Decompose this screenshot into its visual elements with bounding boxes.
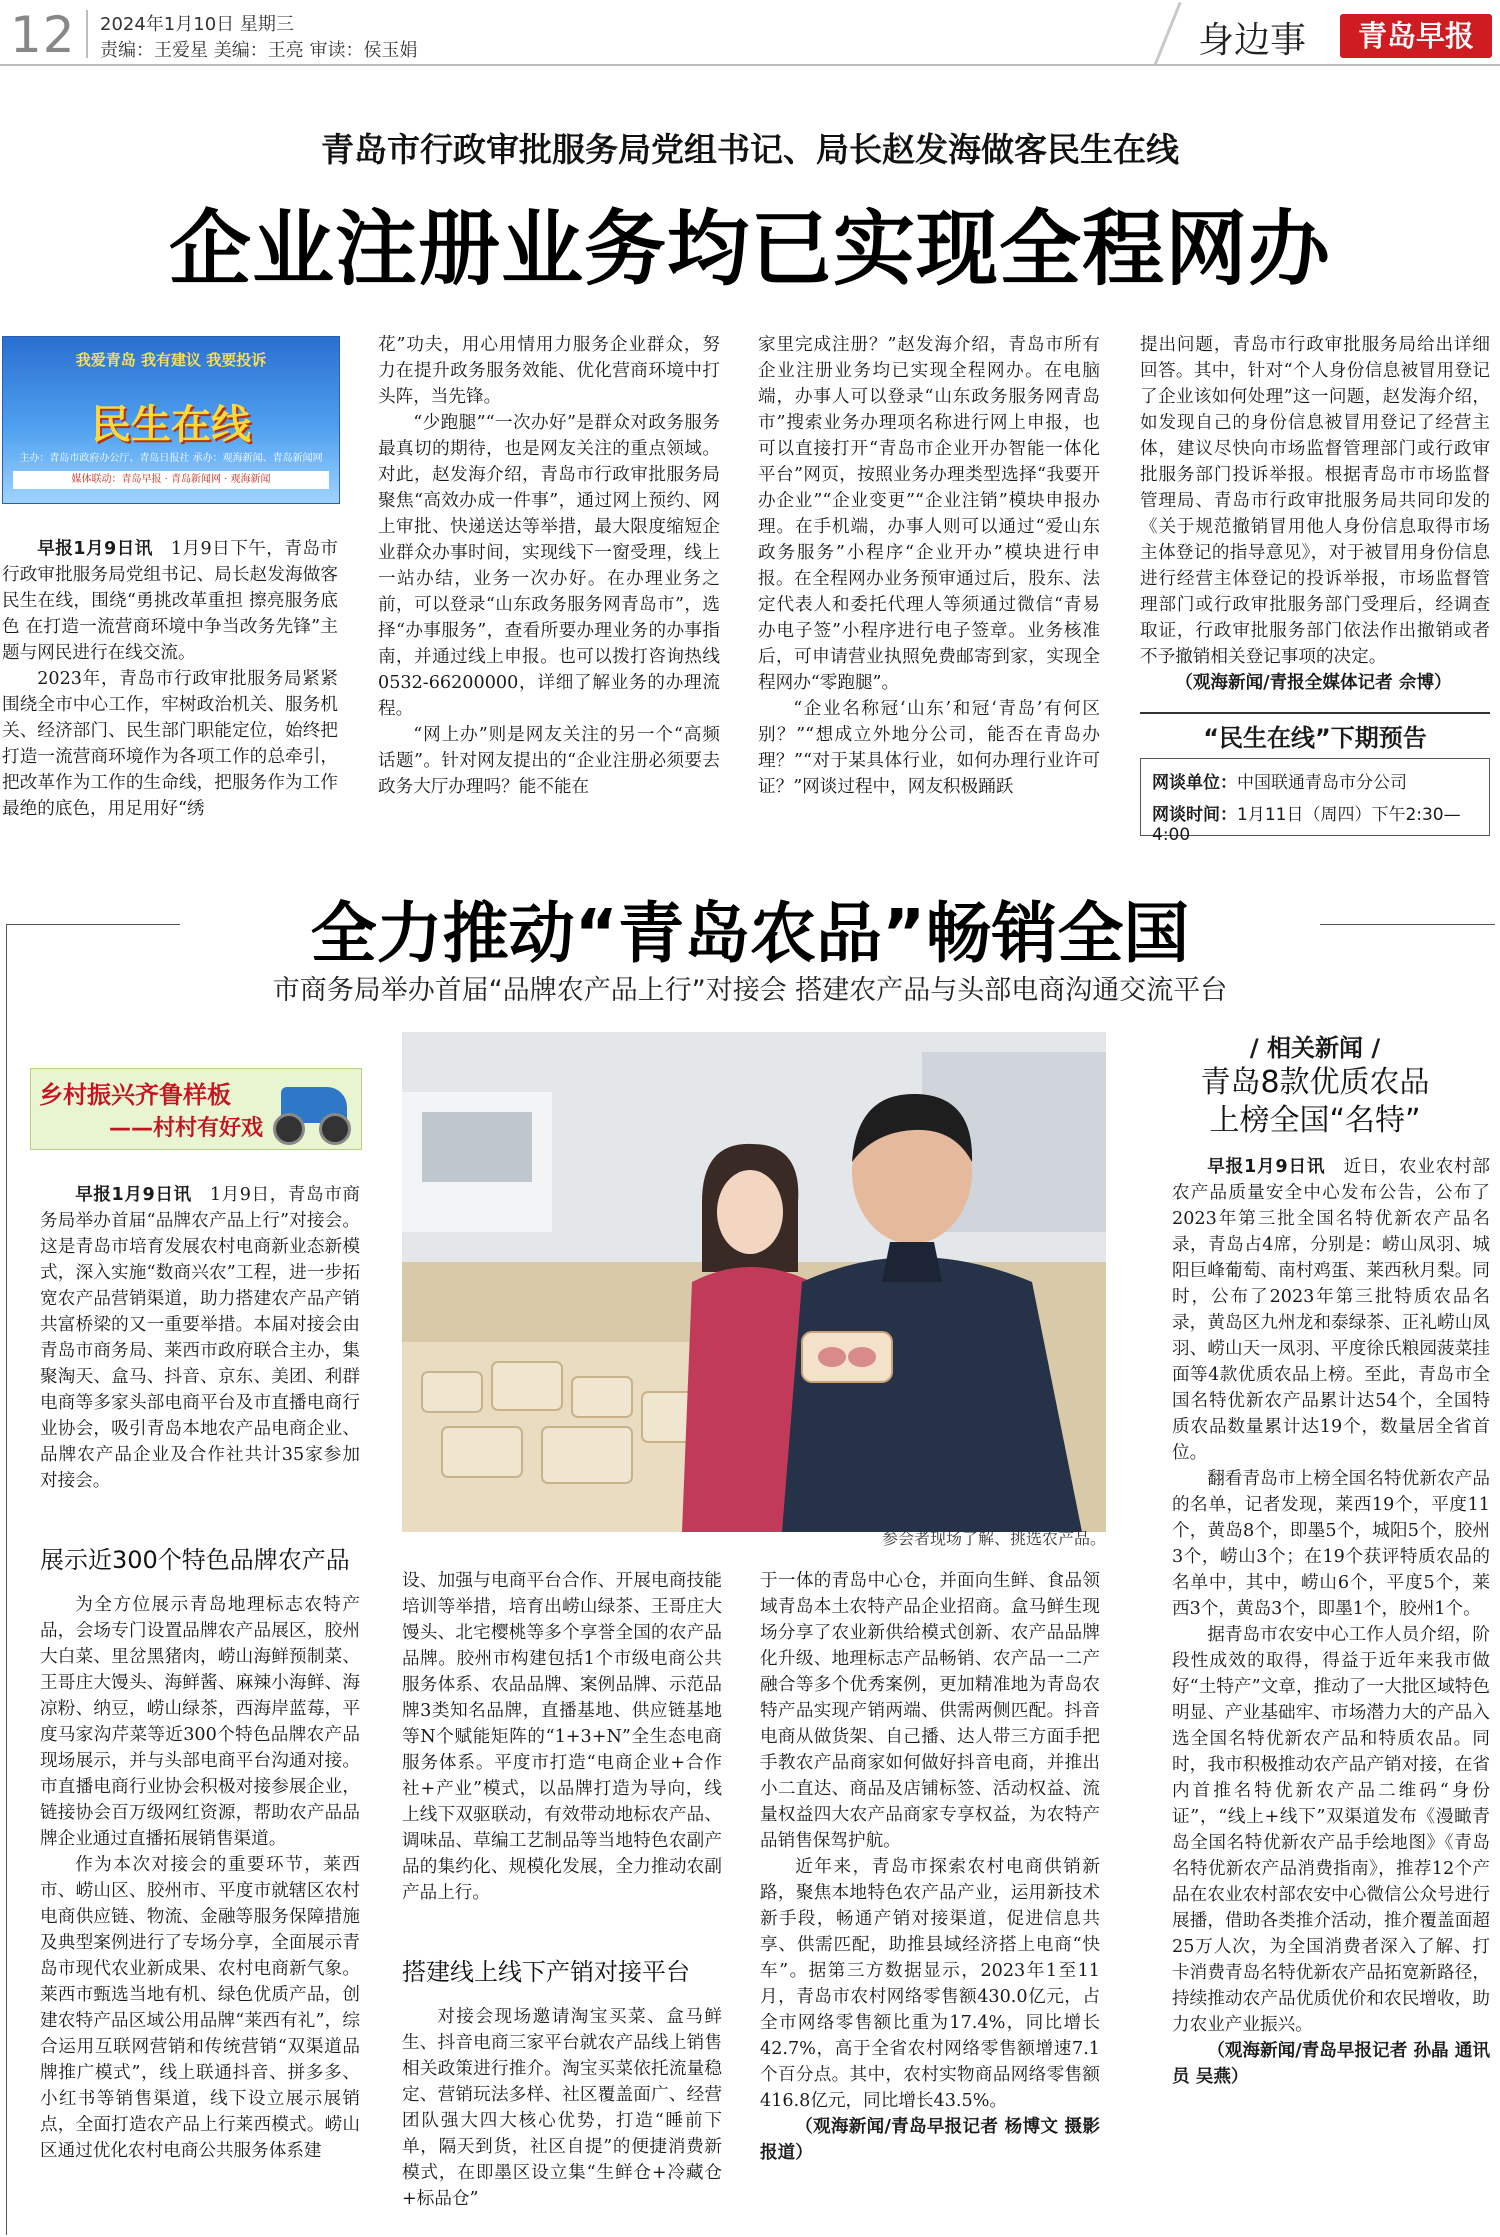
- preview-time: [1152, 800, 1490, 845]
- related-news-body: [1172, 1154, 1490, 2090]
- related-headline-line1: 青岛8款优质农品: [1200, 1065, 1430, 1100]
- related-paragraph: 据青岛市农安中心工作人员介绍，阶段性成效的取得，得益于近年来我市做好“土特产”文章，推动了一大批区域特色明显、产业基础牢、市场潜力大的产品入选全国名特优新农产品和特质农品。同时，我市积极推动农产品产销对接，在省内首推名特优新农产品二维码“身份证”，“线上+线下”双渠道发布《漫瞰青岛全国名特优新农产品手绘地图》《青岛名特优新农产品消费指南》，推荐12个产品在农业农村部农安中心微信公众号进行展播，借助各类推介活动，推介覆盖面超25万人次，为全国消费者深入了解、打卡消费青岛名特优新农产品拓宽新路径，持续推动农产品优质优价和农民增收，助力农业产业振兴。: [1172, 1625, 1490, 2035]
- article2-column-1: [40, 1182, 360, 1494]
- banner-title: 民生在线: [91, 402, 251, 448]
- related-headline-line2: 上榜全国“名特”: [1209, 1103, 1421, 1138]
- article2-paragraph: 为全方位展示青岛地理标志农特产品，会场专门设置品牌农产品展区，胶州大白菜、里岔黑猪肉，崂山海鲜预制菜、王哥庄大馒头、海鲜酱、麻辣小海鲜、海凉粉、纳豆，崂山绿茶，西海岸蓝莓，平度马家沟芹菜等近300个特色品牌农产品现场展示，并与头部电商平台沟通对接。市直播电商行业协会积极对接参展企业，链接协会百万级网红资源，帮助农产品品牌企业通过直播拓展销售渠道。: [40, 1595, 360, 1849]
- article1-kicker: 青岛市行政审批服务局党组书记、局长赵发海做客民生在线: [321, 130, 1179, 169]
- banner-tagline: 我爱青岛 我有建议 我要投诉: [75, 351, 267, 369]
- article2-column-2b: [402, 2004, 722, 2212]
- page-number: 12: [10, 6, 76, 64]
- banner-sponsors: 媒体联动：青岛早报 · 青岛新闻网 · 观海新闻: [13, 471, 329, 489]
- date-line: 2024年1月10日 星期三: [100, 14, 294, 35]
- article2-headline: 全力推动“青岛农品”畅销全国: [310, 895, 1190, 972]
- article1-paragraph: 花”功夫，用心用情用力服务企业群众，努力在提升政务服务效能、优化营商环境中打头阵，当先锋。: [378, 335, 720, 407]
- photo-caption: 参会者现场了解、挑选农产品。: [881, 1529, 1106, 1548]
- article1-paragraph: “网上办”则是网友关注的另一个“高频话题”。针对网友提出的“企业注册必须要去政务大厅办理吗？能不能在: [378, 725, 720, 797]
- article2-column-1b: [40, 1592, 360, 2164]
- rural-revitalization-badge: [30, 1068, 362, 1150]
- article2-column-3: [760, 1568, 1100, 2166]
- preview-unit-value: 中国联通青岛市分公司: [1237, 773, 1407, 793]
- tractor-wheel-icon: [273, 1113, 305, 1145]
- related-lead: 早报1月9日讯: [1207, 1157, 1326, 1177]
- header-slash-divider: [1153, 2, 1181, 66]
- preview-unit-label: 网谈单位：: [1152, 773, 1237, 793]
- related-byline: （观海新闻/青岛早报记者 孙晶 通讯员 吴燕）: [1172, 2041, 1490, 2087]
- section-name: 身边事: [1198, 20, 1307, 61]
- article2-subhead-2: 搭建线上线下产销对接平台: [402, 1958, 690, 1986]
- paper-logo: 青岛早报: [1340, 14, 1492, 58]
- article1-column-1: [2, 536, 338, 822]
- tractor-wheel-icon: [319, 1113, 351, 1145]
- minsheng-banner: [2, 336, 340, 504]
- preview-unit: [1152, 768, 1407, 793]
- preview-time-label: 网谈时间：: [1152, 805, 1237, 825]
- related-paragraph: 近日，农业农村部农产品质量安全中心发布公告，公布了2023年第三批全国名特优新农产品名录，青岛占4席，分别是：崂山凤羽、城阳巨峰葡萄、南村鸡蛋、莱西秋月梨。同时，公布了2023年第三批特质农品名录，黄岛区九州龙和泰绿茶、正礼崂山凤羽、崂山天一凤羽、平度徐氏粮园菠菜挂面等4款优质农品上榜。至此，青岛市全国名特优新农产品累计达54个，全国特质农品数量累计达19个，数量居全省首位。: [1172, 1157, 1490, 1463]
- article2-intro: 1月9日，青岛市商务局举办首届“品牌农产品上行”对接会。这是青岛市培育发展农村电商新业态新模式，深入实施“数商兴农”工程，进一步拓宽农产品营销渠道，助力搭建农产品产销共富桥梁的又一重要举措。本届对接会由青岛市商务局、莱西市政府联合主办，集聚淘天、盒马、抖音、京东、美团、利群电商等多家头部电商平台及市直播电商行业协会，吸引青岛本地农产品电商企业、品牌农产品企业及合作社共计35家参加对接会。: [40, 1185, 360, 1491]
- next-preview-box: [1140, 712, 1490, 845]
- related-news-label: / 相关新闻 /: [1249, 1034, 1381, 1062]
- article1-paragraph: 1月9日下午，青岛市行政审批服务局党组书记、局长赵发海做客民生在线，围绕“勇挑改革重担 擦亮服务底色 在打造一流营商环境中争当改务先锋”主题与网民进行在线交流。: [2, 539, 338, 663]
- preview-time-value: 1月11日（周四）下午2:30—4:00: [1152, 805, 1461, 845]
- article1-byline: （观海新闻/青报全媒体记者 佘博）: [1175, 673, 1452, 693]
- article2-paragraph: 设、加强与电商平台合作、开展电商技能培训等举措，培育出崂山绿茶、王哥庄大馒头、北宅樱桃等多个享誉全国的农产品品牌。胶州市构建包括1个市级电商公共服务体系、农品品牌、案例品牌、示范品牌3类知名品牌，直播基地、供应链基地等N个赋能矩阵的“1+3+N”全生态电商服务体系。平度市打造“电商企业+合作社+产业”模式，以品牌打造为导向，线上线下双驱联动，有效带动地标农产品、调味品、草编工艺制品等当地特色农副产品的集约化、规模化发展，全力推动农副产品上行。: [402, 1571, 722, 1903]
- article1-column-3: [758, 332, 1100, 800]
- article1-paragraph: “企业名称冠‘山东’和冠‘青岛’有何区别？”“想成立外地分公司，能否在青岛办理？”“对于某具体行业，如何办理行业许可证？”网谈过程中，网友积极踊跃: [758, 699, 1100, 797]
- article2-paragraph: 于一体的青岛中心仓，并面向生鲜、食品领域青岛本土农特产品企业招商。盒马鲜生现场分享了农业新供给模式创新、农产品品牌化升级、地理标志产品畅销、农产品一二产融合等多个优秀案例，更加精准地为青岛农特产品实现产销两端、供需两侧匹配。抖音电商从做货架、自己播、达人带三方面手把手教农产品商家如何做好抖音电商，并推出小二直达、商品及店铺标签、活动权益、流量权益四大农产品商家专享权益，为农特产品销售保驾护航。: [760, 1571, 1100, 1851]
- article1-column-2: [378, 332, 720, 800]
- event-photo-illustration: [402, 1032, 1106, 1532]
- article2-subhead-1: 展示近300个特色品牌农产品: [40, 1546, 350, 1574]
- article2-lead: 早报1月9日讯: [75, 1185, 192, 1205]
- related-paragraph: 翻看青岛市上榜全国名特优新农产品的名单，记者发现，莱西19个，平度11个，黄岛8个，即墨5个，城阳5个，胶州3个，崂山3个；在19个获评特质农品的名单中，其中，崂山6个，平度5个，莱西3个，黄岛3个，即墨1个，胶州1个。: [1172, 1469, 1490, 1619]
- article1-paragraph: “少跑腿”“一次办好”是群众对政务服务最真切的期待，也是网友关注的重点领域。对此，赵发海介绍，青岛市行政审批服务局聚焦“高效办成一件事”，通过网上预约、网上审批、快递送达等举措，最大限度缩短企业群众办事时间，实现线下一窗受理，线上一站办结，业务一次办好。在办理业务之前，可以登录“山东政务服务网青岛市”，选择“办事服务”，查看所要办理业务的办事指南，并通过线上申报。也可以拨打咨询热线0532-66200000，详细了解业务的办理流程。: [378, 413, 720, 719]
- event-photo: [402, 1032, 1106, 1532]
- article1-column-4: [1140, 332, 1490, 696]
- banner-organizers: 主办：青岛市政府办公厅、青岛日报社 承办：观海新闻、青岛新闻网: [19, 453, 323, 464]
- preview-title: “民生在线”下期预告: [1203, 724, 1427, 752]
- rural-badge-line1: 乡村振兴齐鲁样板: [39, 1081, 231, 1109]
- article2-paragraph: 近年来，青岛市探索农村电商供销新路，聚焦本地特色农产品产业，运用新技术新手段，畅通产销对接渠道，促进信息共享、供需匹配，助推县域经济搭上电商“快车”。据第三方数据显示，2023年1至11月，青岛市农村网络零售额430.0亿元，占全市网络零售额比重为17.4%，同比增长42.7%，高于全省农村网络零售额增速7.1个百分点。其中，农村实物商品网络零售额416.8亿元，同比增长43.5%。: [760, 1857, 1100, 2111]
- article2-byline: （观海新闻/青岛早报记者 杨博文 摄影报道）: [760, 2117, 1100, 2163]
- rural-badge-line2: ——村村有好戏: [109, 1116, 264, 1141]
- article2-column-2: [402, 1568, 722, 1906]
- header-rule: [0, 64, 1500, 66]
- article2-paragraph: 对接会现场邀请淘宝买菜、盒马鲜生、抖音电商三家平台就农产品线上销售相关政策进行推介。淘宝买菜依托流量稳定、营销玩法多样、社区覆盖面广、经营团队强大四大核心优势，打造“睡前下单，隔天到货，社区自提”的便捷消费新模式，在即墨区设立集“生鲜仓+冷藏仓+标品仓”: [402, 2007, 722, 2209]
- editors-line: 责编：王爱星 美编：王亮 审读：侯玉娟: [100, 40, 418, 61]
- related-news-headline: [1140, 1064, 1490, 1140]
- article1-paragraph: 2023年，青岛市行政审批服务局紧紧围绕全市中心工作，牢树政治机关、服务机关、经济部门、民生部门职能定位，始终把打造一流营商环境作为各项工作的总牵引，把改革作为工作的生命线，把服务作为工作最绝的底色，用足用好“绣: [2, 669, 338, 819]
- article1-paragraph: 家里完成注册？”赵发海介绍，青岛市所有企业注册业务均已实现全程网办。在电脑端，办事人可以登录“山东政务服务网青岛市”搜索业务办理项名称进行网上申报，也可以直接打开“青岛市企业开办智能一体化平台”网页，按照业务办理类型选择“我要开办企业”“企业变更”“企业注销”模块申报办理。在手机端，办事人则可以通过“爱山东政务服务”小程序“企业开办”模块进行申报。在全程网办业务预审通过后，股东、法定代表人和委托代理人等须通过微信“青易办电子签”小程序进行电子签章。业务核准后，可申请营业执照免费邮寄到家，实现全程网办“零跑腿”。: [758, 335, 1100, 693]
- article1-headline: 企业注册业务均已实现全程网办: [168, 202, 1331, 297]
- article1-lead: 早报1月9日讯: [37, 539, 153, 559]
- header-separator: [86, 10, 88, 58]
- article2-subheadline: 市商务局举办首届“品牌农产品上行”对接会 搭建农产品与头部电商沟通交流平台: [272, 975, 1228, 1006]
- article2-paragraph: 作为本次对接会的重要环节，莱西市、崂山区、胶州市、平度市就辖区农村电商供应链、物流、金融等服务保障措施及典型案例进行了专场分享，全面展示青岛市现代农业新成果、农村电商新气象。莱西市甄选当地有机、绿色优质产品，创建农特产品区域公用品牌“莱西有礼”，综合运用互联网营销和传统营销“双渠道品牌推广模式”，线上联通抖音、拼多多、小红书等销售渠道，线下设立展示展销点，全面打造农产品上行莱西模式。崂山区通过优化农村电商公共服务体系建: [40, 1855, 360, 2161]
- article1-paragraph: 提出问题，青岛市行政审批服务局给出详细回答。其中，针对“个人身份信息被冒用登记了企业该如何处理”这一问题，赵发海介绍，如发现自己的身份信息被冒用登记了经营主体，建议尽快向市场监督管理部门或行政审批服务部门投诉举报。根据青岛市市场监督管理局、青岛市行政审批服务局共同印发的《关于规范撤销冒用他人身份信息取得市场主体登记的指导意见》，对于被冒用身份信息进行经营主体登记的投诉举报，市场监督管理部门或行政审批服务部门受理后，经调查取证，行政审批服务部门依法作出撤销或者不予撤销相关登记事项的决定。: [1140, 335, 1490, 667]
